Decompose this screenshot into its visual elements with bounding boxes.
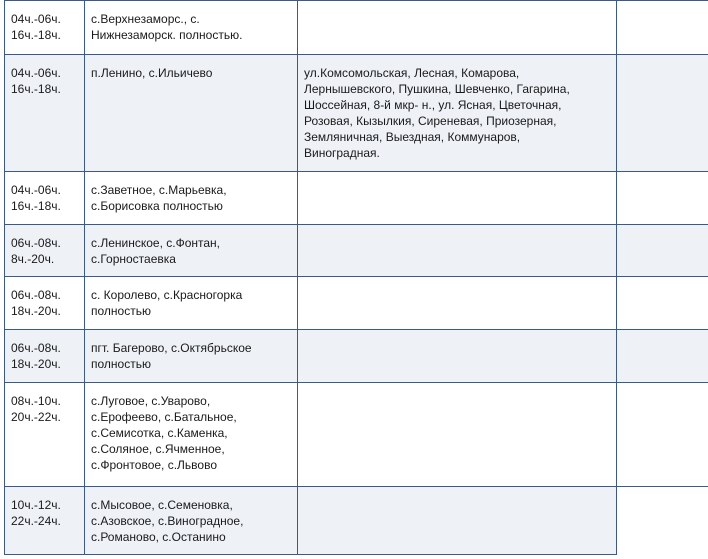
places-cell-line: с.Борисовка полностью	[91, 199, 223, 213]
streets-cell-line: ул.Комсомольская, Лесная, Комарова,	[304, 66, 520, 80]
time-cell-line: 06ч.-08ч.	[11, 236, 61, 250]
streets-cell	[298, 487, 617, 555]
places-cell-line: с.Ленинское, с.Фонтан,	[91, 236, 220, 250]
places-cell-line: п.Ленино, с.Ильичево	[91, 66, 213, 80]
extra-cell	[617, 330, 708, 383]
table-row	[5, 225, 708, 277]
time-cell-line: 10ч.-12ч.	[11, 498, 61, 512]
time-cell-line: 04ч.-06ч.	[11, 12, 61, 26]
streets-cell-line: Шоссейная, 8-й мкр- н., ул. Ясная, Цветочная,	[304, 98, 562, 112]
time-cell-line: 08ч.-10ч.	[11, 394, 61, 408]
places-cell-line: с.Луговое, с.Уварово,	[91, 394, 211, 408]
extra-cell	[617, 383, 708, 487]
table-row	[5, 55, 708, 172]
places-cell	[85, 277, 298, 330]
places-cell	[85, 1, 298, 55]
streets-cell	[298, 330, 617, 383]
streets-cell	[298, 1, 617, 55]
places-cell-line: полностью	[91, 357, 151, 371]
extra-cell	[617, 1, 708, 55]
table-row	[5, 277, 708, 330]
places-cell-line: с.Мысовое, с.Семеновка,	[91, 498, 233, 512]
time-cell	[5, 55, 85, 172]
time-cell-line: 06ч.-08ч.	[11, 341, 61, 355]
table-row	[5, 487, 708, 555]
streets-cell-line: Лернышевского, Пушкина, Шевченко, Гагарина,	[304, 82, 570, 96]
time-cell-line: 16ч.-18ч.	[11, 82, 61, 96]
streets-cell	[298, 55, 617, 172]
places-cell	[85, 225, 298, 277]
places-cell	[85, 172, 298, 225]
places-cell-line: с. Королево, с.Красногорка	[91, 288, 243, 302]
places-cell-line: с.Заветное, с.Марьевка,	[91, 183, 227, 197]
places-cell-line: с.Фронтовое, с.Львово	[91, 458, 218, 472]
streets-cell-line: Виноградная.	[304, 146, 380, 160]
time-cell	[5, 172, 85, 225]
time-cell	[5, 277, 85, 330]
streets-cell	[298, 172, 617, 225]
streets-cell-line: Земляничная, Выездная, Коммунаров,	[304, 130, 521, 144]
time-cell-line: 16ч.-18ч.	[11, 199, 61, 213]
extra-cell	[617, 487, 708, 555]
time-cell-line: 8ч.-20ч.	[11, 252, 55, 266]
schedule-body	[5, 1, 708, 555]
places-cell-line: с.Семисотка, с.Каменка,	[91, 426, 228, 440]
streets-cell-line: Розовая, Кызылкия, Сиреневая, Приозерная,	[304, 114, 557, 128]
time-cell-line: 04ч.-06ч.	[11, 66, 61, 80]
places-cell-line: Нижнезаморск. полностью.	[91, 28, 243, 42]
time-cell	[5, 1, 85, 55]
time-cell-line: 18ч.-20ч.	[11, 357, 61, 371]
extra-cell	[617, 277, 708, 330]
time-cell-line: 18ч.-20ч.	[11, 304, 61, 318]
time-cell	[5, 225, 85, 277]
places-cell-line: с.Соляное, с.Ячменное,	[91, 442, 225, 456]
places-cell-line: с.Ерофеево, с.Батальное,	[91, 410, 237, 424]
time-cell	[5, 330, 85, 383]
time-cell	[5, 383, 85, 487]
time-cell	[5, 487, 85, 555]
places-cell-line: с.Верхнезаморс., с.	[91, 12, 200, 26]
table-row	[5, 383, 708, 487]
places-cell-line: с.Романово, с.Останино	[91, 530, 226, 544]
table-row	[5, 172, 708, 225]
time-cell-line: 04ч.-06ч.	[11, 183, 61, 197]
streets-cell	[298, 225, 617, 277]
places-cell	[85, 383, 298, 487]
places-cell-line: с.Горностаевка	[91, 252, 176, 266]
time-cell-line: 16ч.-18ч.	[11, 28, 61, 42]
extra-cell	[617, 225, 708, 277]
extra-cell	[617, 172, 708, 225]
time-cell-line: 22ч.-24ч.	[11, 514, 61, 528]
places-cell	[85, 330, 298, 383]
places-cell	[85, 55, 298, 172]
extra-cell	[617, 55, 708, 172]
places-cell-line: с.Азовское, с.Виноградное,	[91, 514, 244, 528]
streets-cell	[298, 383, 617, 487]
table-row	[5, 1, 708, 55]
time-cell-line: 20ч.-22ч.	[11, 410, 61, 424]
places-cell	[85, 487, 298, 555]
outage-schedule-table	[4, 0, 708, 555]
time-cell-line: 06ч.-08ч.	[11, 288, 61, 302]
table-row	[5, 330, 708, 383]
places-cell-line: полностью	[91, 304, 151, 318]
places-cell-line: пгт. Багерово, с.Октябрьское	[91, 341, 252, 355]
streets-cell	[298, 277, 617, 330]
